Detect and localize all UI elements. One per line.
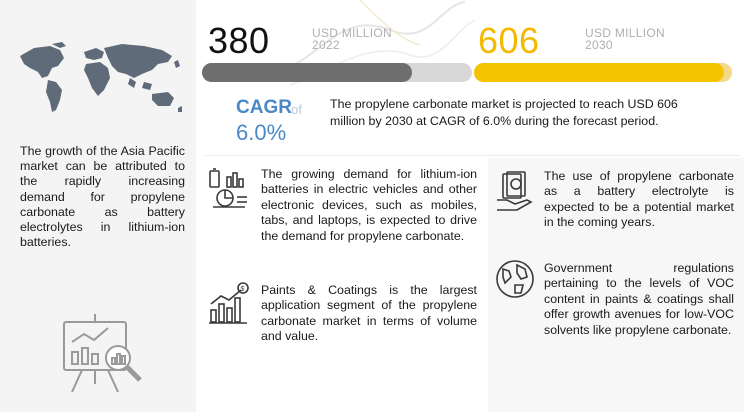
bar-2030-fill — [474, 63, 724, 82]
market-value-2022: 380 — [208, 20, 270, 61]
globe-icon — [493, 257, 537, 301]
unit-label-2022 — [312, 27, 392, 51]
battery-charts-icon — [207, 167, 251, 211]
cagr-value: 6.0% — [236, 120, 287, 145]
svg-text:$: $ — [240, 286, 245, 293]
year-text-2030: 2030 — [585, 38, 613, 52]
market-summary: The propylene carbonate market is projected to reach USD 606 million by 2030 at CAGR of 6.0% during the forecast period. — [330, 97, 678, 128]
market-value-2030: 606 — [478, 20, 540, 61]
card-lithium-ion-demand: The growing demand for lithium-ion batteries in electric vehicles and other electronic devices, such as mobiles, tabs, and laptops, is expected to drive the demand for propylene carbonate. — [261, 167, 477, 243]
cagr-label: CAGR — [236, 97, 292, 118]
card-paints-coatings: Paints & Coatings is the largest application segment of the propylene carbonate market in terms of volume and value. — [261, 283, 477, 344]
world-map-icon — [12, 38, 187, 118]
year-text-2022: 2022 — [312, 38, 340, 52]
bar-2022-fill — [202, 63, 412, 82]
unit-text-2030: USD MILLION — [585, 26, 665, 40]
growth-chart-icon — [207, 282, 251, 326]
asia-pacific-growth-text: The growth of the Asia Pacific market can be attributed to the rapidly increasing demand for propylene carbonate as battery electrolytes in lithium-ion batteries. — [20, 144, 185, 250]
left-panel — [0, 0, 196, 412]
divider — [205, 155, 740, 156]
analytics-board-icon — [58, 308, 148, 396]
money-hand-icon — [493, 170, 537, 214]
cagr-of: of — [291, 102, 302, 117]
unit-text-2022: USD MILLION — [312, 26, 392, 40]
unit-label-2030 — [585, 27, 665, 51]
card-government-regulations: Government regulations pertaining to the levels of VOC content in paints & coatings shall offer growth avenues for low-VOC solvents like propylene carbonate. — [544, 261, 734, 337]
card-battery-electrolyte: The use of propylene carbonate as a battery electrolyte is expected to be a potential market in the coming years. — [544, 169, 734, 230]
